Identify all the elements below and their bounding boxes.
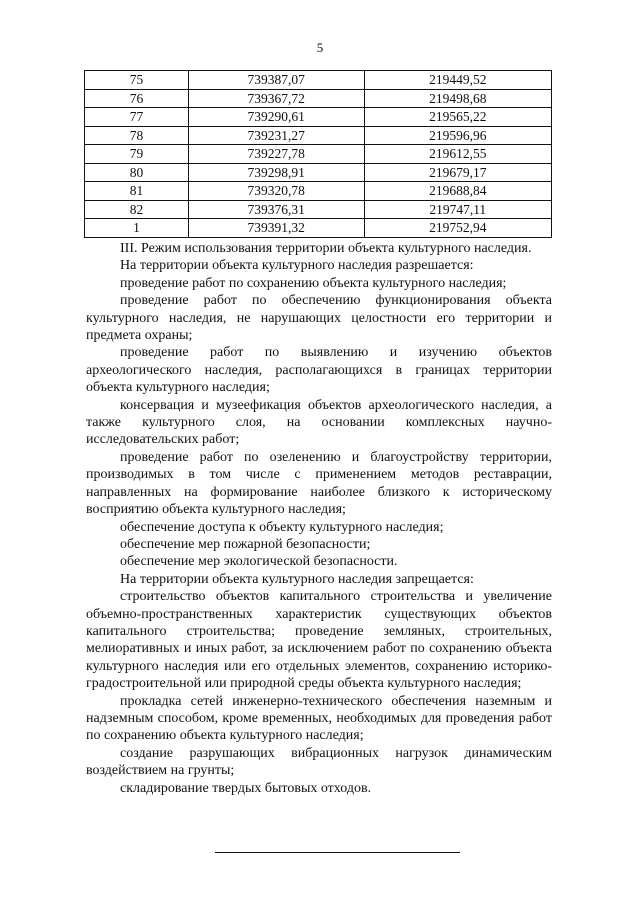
- table-row: [85, 89, 552, 108]
- paragraph: обеспечение мер пожарной безопасности;: [120, 536, 371, 552]
- point-number-cell: 78: [85, 126, 189, 145]
- y-coordinate-cell: 219565,22: [364, 108, 551, 127]
- document-body: [86, 240, 552, 797]
- x-coordinate-cell: 739320,78: [188, 182, 364, 201]
- paragraph: проведение работ по обеспечению функционирования объекта культурного наследия, не нарушающих целостности его территории и предмета охраны;: [86, 293, 552, 344]
- point-number-cell: 1: [85, 219, 189, 238]
- y-coordinate-cell: 219612,55: [364, 145, 551, 164]
- x-coordinate-cell: 739376,31: [188, 200, 364, 219]
- coordinates-table-body: [85, 71, 552, 238]
- paragraph: создание разрушающих вибрационных нагрузок динамическим воздействием на грунты;: [86, 745, 552, 779]
- table-row: [85, 163, 552, 182]
- page-number: 5: [316, 40, 324, 55]
- x-coordinate-cell: 739227,78: [188, 145, 364, 164]
- table-row: [85, 200, 552, 219]
- table-row: [85, 126, 552, 145]
- y-coordinate-cell: 219679,17: [364, 163, 551, 182]
- end-separator-line: [215, 852, 460, 853]
- x-coordinate-cell: 739391,32: [188, 219, 364, 238]
- point-number-cell: 76: [85, 89, 189, 108]
- table-row: [85, 108, 552, 127]
- paragraph: строительство объектов капитального строительства и увеличение объемно-пространственных характеристик существующих объектов капитального строительства; проведение земляных, строительных, мелиоративных и иных работ, за исключением работ по сохранению объекта культурного наследия или его отдельных элементов, сохранению историко-градостроительной или природной среды объекта культурного наследия;: [86, 589, 552, 692]
- x-coordinate-cell: 739387,07: [188, 71, 364, 90]
- y-coordinate-cell: 219752,94: [364, 219, 551, 238]
- paragraph: проведение работ по озеленению и благоустройству территории, производимых в том числе с применением методов реставрации, направленных на формирование наиболее близкого к историческому восприятию объекта культурного наследия;: [86, 449, 552, 518]
- paragraph: обеспечение доступа к объекту культурного наследия;: [120, 519, 444, 535]
- x-coordinate-cell: 739290,61: [188, 108, 364, 127]
- paragraph: консервация и музеефикация объектов археологического наследия, а также культурного слоя, на основании комплексных научно-исследовательских работ;: [86, 397, 552, 448]
- section-heading: III. Режим использования территории объекта культурного наследия.: [120, 241, 532, 256]
- point-number-cell: 79: [85, 145, 189, 164]
- paragraph: На территории объекта культурного наследия запрещается:: [120, 571, 474, 587]
- table-row: [85, 71, 552, 90]
- y-coordinate-cell: 219688,84: [364, 182, 551, 201]
- x-coordinate-cell: 739367,72: [188, 89, 364, 108]
- y-coordinate-cell: 219498,68: [364, 89, 551, 108]
- paragraph: проведение работ по выявлению и изучению объектов археологического наследия, располагающихся в границах территории объекта культурного наследия;: [86, 345, 552, 396]
- coordinates-table: [84, 70, 552, 238]
- y-coordinate-cell: 219449,52: [364, 71, 551, 90]
- point-number-cell: 82: [85, 200, 189, 219]
- point-number-cell: 77: [85, 108, 189, 127]
- point-number-cell: 81: [85, 182, 189, 201]
- paragraph: проведение работ по сохранению объекта культурного наследия;: [120, 275, 507, 291]
- paragraph: складирование твердых бытовых отходов.: [120, 780, 372, 796]
- y-coordinate-cell: 219747,11: [364, 200, 551, 219]
- y-coordinate-cell: 219596,96: [364, 126, 551, 145]
- point-number-cell: 80: [85, 163, 189, 182]
- x-coordinate-cell: 739298,91: [188, 163, 364, 182]
- table-row: [85, 182, 552, 201]
- point-number-cell: 75: [85, 71, 189, 90]
- x-coordinate-cell: 739231,27: [188, 126, 364, 145]
- paragraph: На территории объекта культурного наследия разрешается:: [120, 258, 474, 274]
- table-row: [85, 145, 552, 164]
- paragraph: обеспечение мер экологической безопасности.: [120, 554, 398, 570]
- paragraph: прокладка сетей инженерно-технического обеспечения наземным и надземным способом, кроме временных, необходимых для проведения работ по сохранению объекта культурного наследия;: [86, 693, 552, 744]
- table-row: [85, 219, 552, 238]
